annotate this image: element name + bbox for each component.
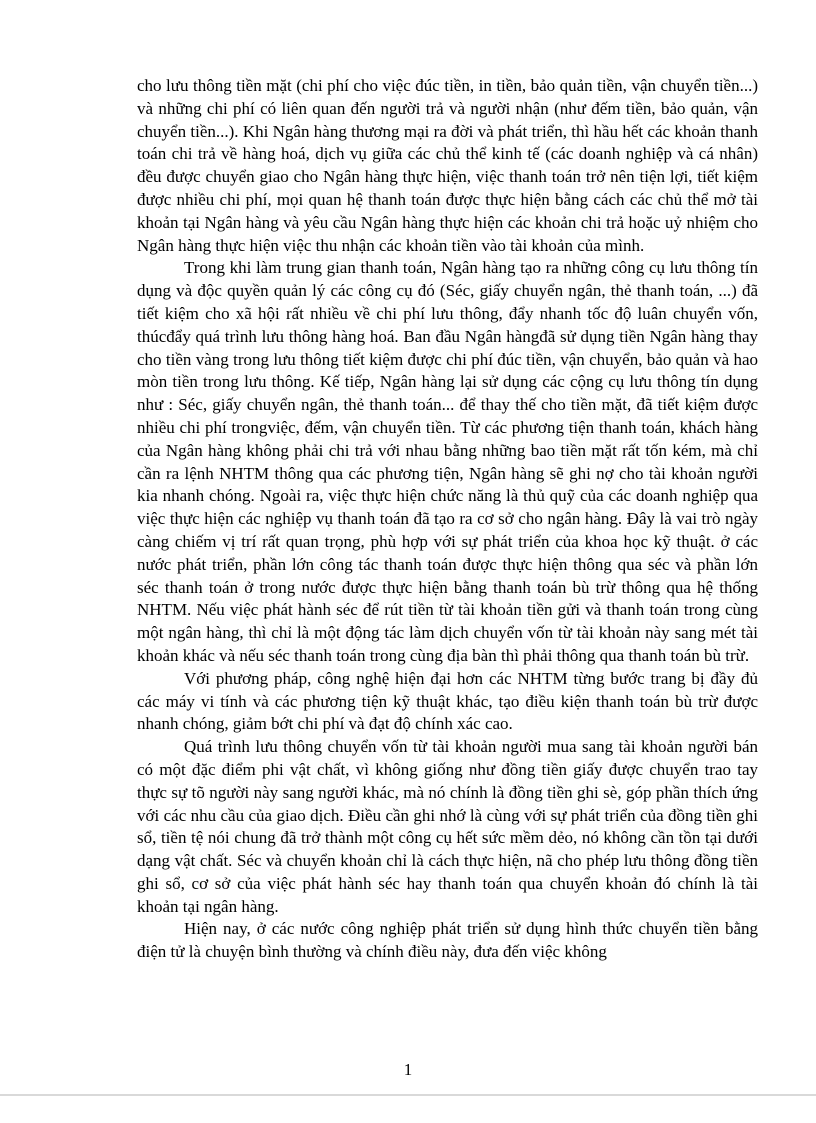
bottom-divider [0, 1094, 816, 1096]
paragraph-3: Với phương pháp, công nghệ hiện đại hơn các NHTM từng bước trang bị đầy đủ các máy vi tính và các phương tiện kỹ thuật khác, tạo điều kiện thanh toán bù trừ được nhanh chóng, giảm bớt chi phí và đạt độ chính xác cao. [137, 668, 758, 734]
paragraph-2: Trong khi làm trung gian thanh toán, Ngân hàng tạo ra những công cụ lưu thông tín dụng và độc quyền quản lý các công cụ đó (Séc, giấy chuyển ngân, thẻ thanh toán, ...) đã tiết kiệm cho xã hội rất nhiều về chi phí lưu thông, đẩy nhanh tốc độ luân chuyển vốn, thúcđẩy quá trình lưu thông hàng hoá. Ban đầu Ngân hàngđã sử dụng tiền Ngân hàng thay cho tiền vàng trong lưu thông tiết kiệm được chi phí đúc tiền, vận chuyển, bảo quản và hao mòn tiền trong lưu thông. Kế tiếp, Ngân hàng lại sử dụng các cộng cụ lưu thông tín dụng như : Séc, giấy chuyển ngân, thẻ thanh toán... để thay thế cho tiền mặt, đã tiết kiệm được nhiều chi phí trongviệc, đếm, vận chuyển tiền. Từ các phương tiện thanh toán, khách hàng của Ngân hàng không phải chi trả với nhau bằng những bao tiền mặt rất tốn kém, mà chỉ cần ra lệnh NHTM thông qua các phương tiện, Ngân hàng sẽ ghi nợ cho tài khoản người kia nhanh chóng. Ngoài ra, việc thực hiện chức năng là thủ quỹ của các doanh nghiệp qua việc thực hiện các nghiệp vụ thanh toán đã tạo ra cơ sở cho ngân hàng. Đây là vai trò ngày càng chiếm vị trí rất quan trọng, phù hợp với sự phát triển của khoa học kỹ thuật. ở các nước phát triển, phần lớn công tác thanh toán được thực hiện thông qua séc và phần lớn séc thanh toán ở trong nước được thực hiện bằng thanh toán bù trừ thông qua hệ thống NHTM. Nếu việc phát hành séc để rút tiền từ tài khoản tiền gửi và thanh toán trong cùng một ngân hàng, thì chỉ là một động tác làm dịch chuyển vốn từ tài khoản này sang mét tài khoản khác và nếu séc thanh toán trong cùng địa bàn thì phải thông qua thanh toán bù trừ. [137, 258, 758, 665]
paragraph-4: Quá trình lưu thông chuyển vốn từ tài khoản người mua sang tài khoản người bán có một đặc điểm phi vật chất, vì không giống như đồng tiền giấy được chuyển trao tay thực sự tõ người này sang người khác, mà nó chính là đồng tiền ghi sè, góp phần thích ứng với các nhu cầu của giao dịch. Điều cần ghi nhớ là cùng với sự phát triển của đồng tiền ghi sổ, tiền tệ nói chung đã trở thành một công cụ hết sức mềm dẻo, nó không cần tồn tại dưới dạng vật chất. Séc và chuyển khoản chỉ là cách thực hiện, nã cho phép lưu thông đồng tiền ghi sổ, cơ sở của việc phát hành séc hay thanh toán qua chuyển khoản đó chính là tài khoản tại ngân hàng. [137, 737, 758, 916]
body-text [137, 75, 758, 964]
paragraph-1: cho lưu thông tiền mặt (chi phí cho việc đúc tiền, in tiền, bảo quản tiền, vận chuyển tiền...) và những chi phí có liên quan đến người trả và người nhận (như đếm tiền, bảo quản, vận chuyển tiền...). Khi Ngân hàng thương mại ra đời và phát triển, thì hầu hết các khoản thanh toán chi trả về hàng hoá, dịch vụ giữa các chủ thể kinh tế (các doanh nghiệp và cá nhân) đều được chuyển giao cho Ngân hàng thực hiện, việc thanh toán trở nên tiện lợi, tiết kiệm được nhiều chi phí, mọi quan hệ thanh toán được thực hiện bằng cách các chủ thể mở tài khoản tại Ngân hàng và yêu cầu Ngân hàng thực hiện các khoản chi trả hoặc uỷ nhiệm cho Ngân hàng thực hiện việc thu nhận các khoản tiền vào tài khoản của mình. [137, 76, 758, 255]
page-number: 1 [403, 1060, 413, 1079]
paragraph-5: Hiện nay, ở các nước công nghiệp phát triển sử dụng hình thức chuyển tiền bằng điện tử là chuyện bình thường và chính điều này, đưa đến việc không [137, 919, 758, 962]
